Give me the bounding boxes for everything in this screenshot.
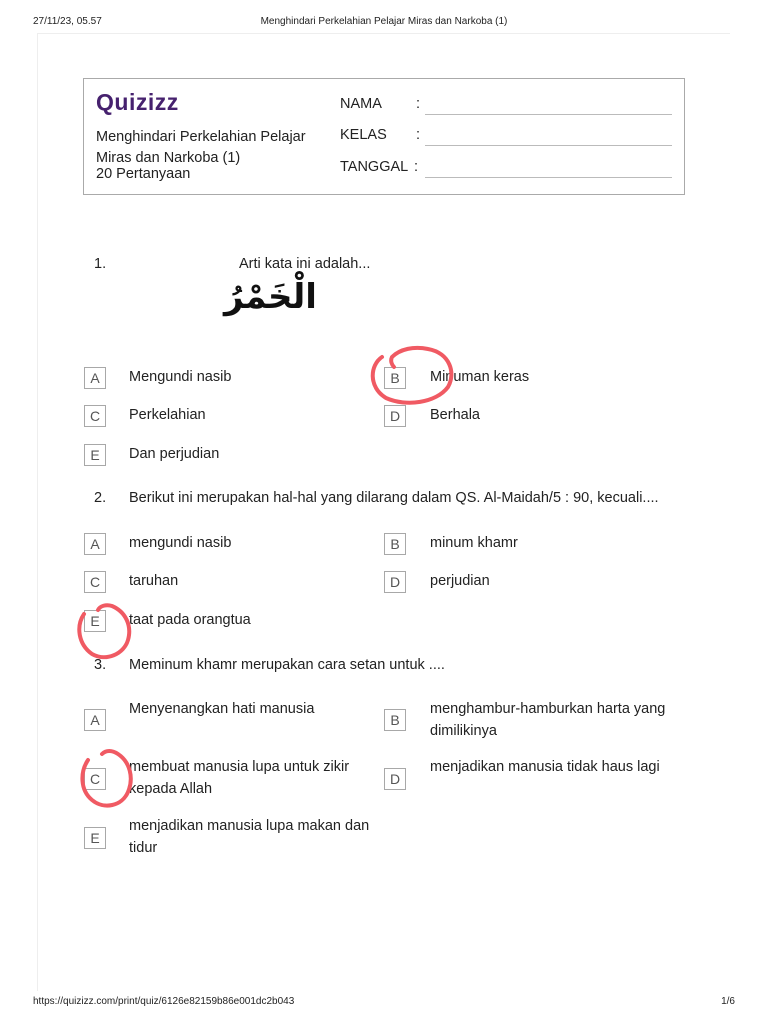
q3-option-a-box[interactable]: A xyxy=(84,709,106,731)
question-1-number: 1. xyxy=(94,256,107,272)
question-count: 20 Pertanyaan xyxy=(96,166,191,182)
print-date: 27/11/23, 05.57 xyxy=(33,16,102,27)
q2-option-e-box[interactable]: E xyxy=(84,610,106,632)
question-3-text: Meminum khamr merupakan cara setan untuk .... xyxy=(129,657,445,673)
q1-option-d-text: Berhala xyxy=(430,407,480,423)
q3-option-e-box[interactable]: E xyxy=(84,827,106,849)
q1-option-e-box[interactable]: E xyxy=(84,444,106,466)
class-line[interactable] xyxy=(425,145,672,146)
q1-option-c-box[interactable]: C xyxy=(84,405,106,427)
q1-option-d-box[interactable]: D xyxy=(384,405,406,427)
class-colon: : xyxy=(416,127,421,143)
q1-option-a-text: Mengundi nasib xyxy=(129,369,232,385)
q2-option-e-text: taat pada orangtua xyxy=(129,612,251,628)
q3-option-c-text: membuat manusia lupa untuk zikir kepada Allah xyxy=(129,759,350,797)
date-colon: : xyxy=(414,159,419,175)
name-colon: : xyxy=(416,96,421,112)
name-label: NAMA xyxy=(340,96,382,112)
q3-option-c-box[interactable]: C xyxy=(84,768,106,790)
q3-option-a-text: Menyenangkan hati manusia xyxy=(129,701,315,717)
q2-option-c-box[interactable]: C xyxy=(84,571,106,593)
q3-option-b-box[interactable]: B xyxy=(384,709,406,731)
q1-option-c-text: Perkelahian xyxy=(129,407,206,423)
q1-option-b-text: Minuman keras xyxy=(430,369,530,385)
quizizz-logo: Quizizz xyxy=(96,89,179,115)
page-divider-top xyxy=(37,33,730,34)
q1-option-e-text: Dan perjudian xyxy=(129,446,220,462)
q2-option-d-box[interactable]: D xyxy=(384,571,406,593)
q2-option-d-text: perjudian xyxy=(430,573,490,589)
print-title: Menghindari Perkelahian Pelajar Miras dan Narkoba (1) xyxy=(260,16,508,27)
class-label: KELAS xyxy=(340,127,387,143)
class-field xyxy=(340,127,421,143)
date-field xyxy=(340,159,419,175)
question-2-text: Berikut ini merupakan hal-hal yang dilarang dalam QS. Al-Maidah/5 : 90, kecuali.... xyxy=(129,490,659,506)
question-3-number: 3. xyxy=(94,657,107,673)
date-label: TANGGAL xyxy=(340,159,409,175)
q2-option-b-text: minum khamr xyxy=(430,535,518,551)
q2-option-b-box[interactable]: B xyxy=(384,533,406,555)
arabic-word-image xyxy=(128,262,317,330)
question-2-number: 2. xyxy=(94,490,107,506)
name-field xyxy=(340,96,421,112)
q2-option-a-box[interactable]: A xyxy=(84,533,106,555)
q1-option-a-box[interactable]: A xyxy=(84,367,106,389)
q3-option-d-text: menjadikan manusia tidak haus lagi xyxy=(430,759,660,775)
q3-option-e-text: menjadikan manusia lupa makan dan tidur xyxy=(129,818,370,856)
date-line[interactable] xyxy=(425,177,672,178)
arabic-word: الْخَمْرُ xyxy=(224,277,317,317)
q3-option-d-box[interactable]: D xyxy=(384,768,406,790)
print-url[interactable]: https://quizizz.com/print/quiz/6126e82159b86e001dc2b043 xyxy=(33,996,295,1007)
page-divider-left xyxy=(37,33,38,991)
quiz-title: Menghindari Perkelahian Pelajar Miras dan Narkoba (1) xyxy=(96,129,306,166)
name-line[interactable] xyxy=(425,114,672,115)
page-number: 1/6 xyxy=(721,996,735,1007)
question-1-text: Arti kata ini adalah... xyxy=(239,256,371,272)
quiz-info-box xyxy=(83,78,685,195)
q3-option-b-text: menghambur-hamburkan harta yang dimilikinya xyxy=(430,701,666,739)
q1-option-b-box[interactable]: B xyxy=(384,367,406,389)
q2-option-c-text: taruhan xyxy=(129,573,179,589)
question-1-image xyxy=(128,262,317,330)
q2-option-a-text: mengundi nasib xyxy=(129,535,232,551)
